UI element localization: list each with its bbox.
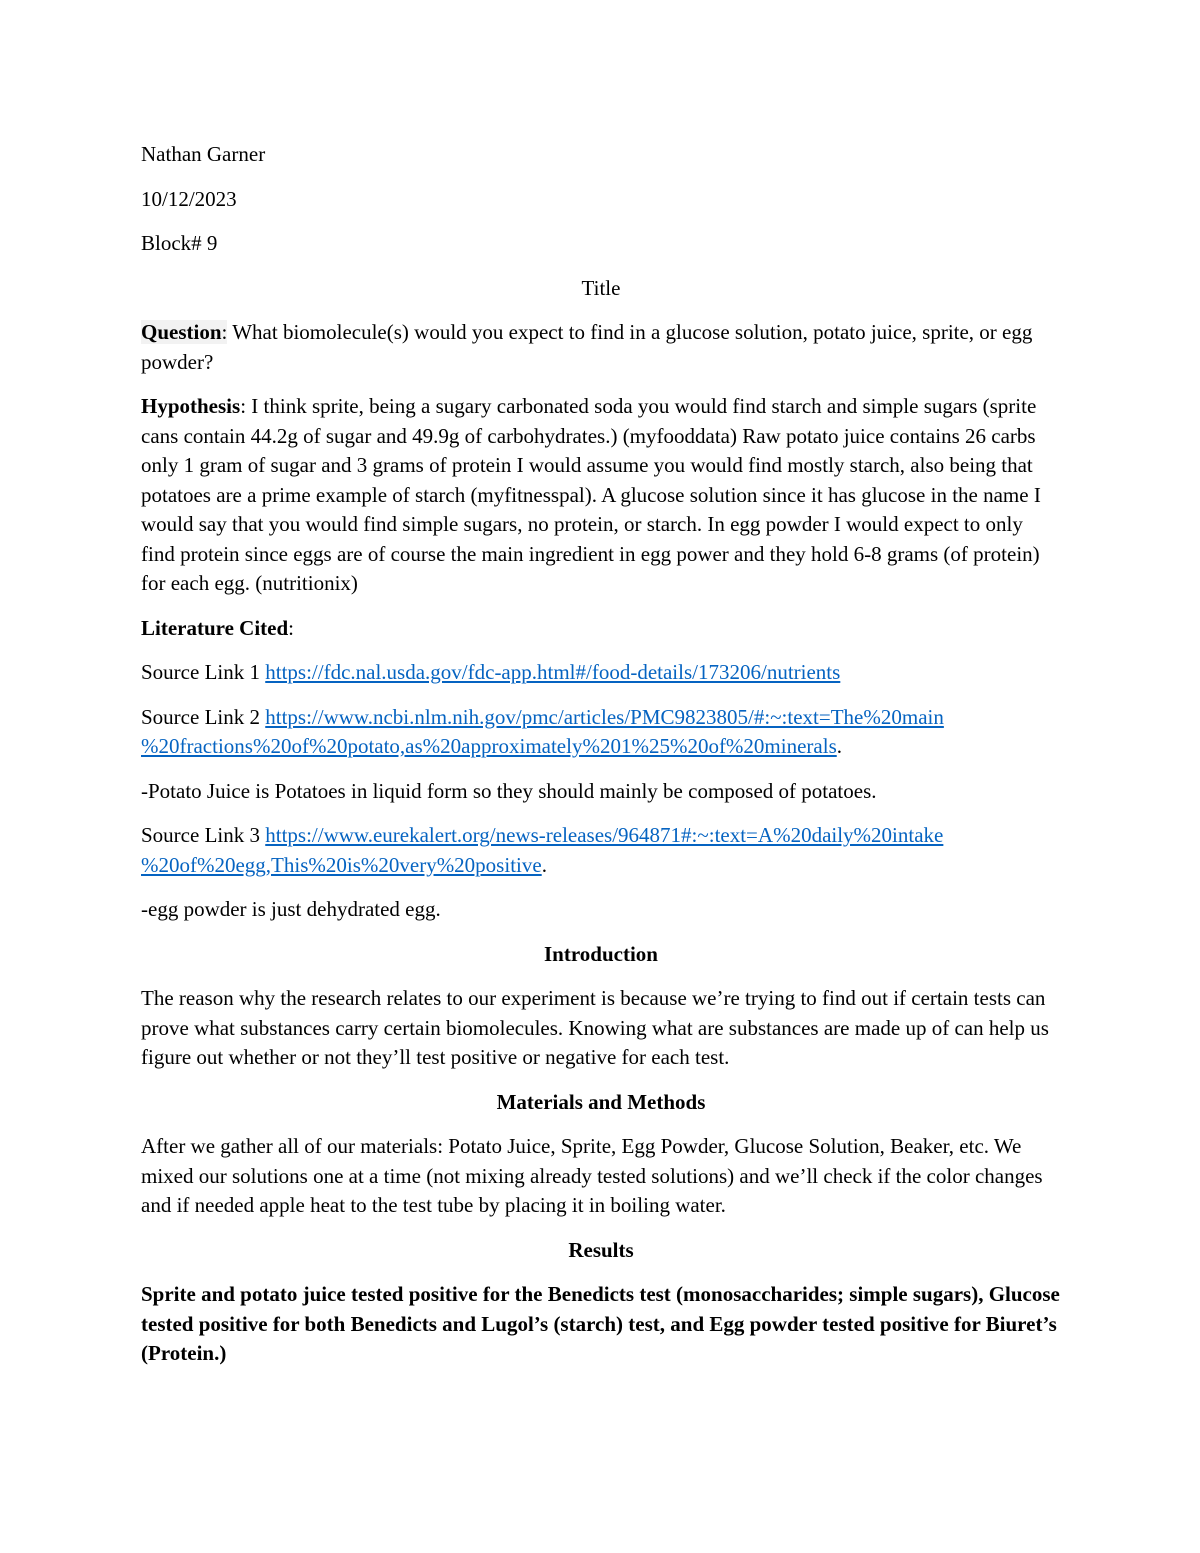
- question-text: What biomolecule(s) would you expect to find in a glucose solution, potato juice, sprite, or egg powder?: [141, 320, 1033, 374]
- question-label: Question: [141, 320, 222, 344]
- question-paragraph: [141, 318, 1061, 377]
- methods-heading: Materials and Methods: [496, 1089, 706, 1114]
- results-text: Sprite and potato juice tested positive for the Benedicts test (monosaccharides; simple sugars), Glucose tested positive for both Benedicts and Lugol’s (starch) test, and Egg powder tested positive for Biuret’s (Protein.): [141, 1282, 1060, 1365]
- egg-powder-note: -egg powder is just dehydrated egg.: [141, 897, 441, 921]
- source-link-1: [141, 658, 1061, 688]
- source-link-2-url-line-1: https://www.ncbi.nlm.nih.gov/pmc/articles/PMC9823805/#:~:text=The%20main: [265, 704, 944, 729]
- introduction-heading: Introduction: [544, 941, 658, 966]
- source-link-2-url-line-2: %20fractions%20of%20potato,as%20approximately%201%25%20of%20minerals: [141, 734, 837, 758]
- introduction-text: The reason why the research relates to our experiment is because we’re trying to find out if certain tests can prove what substances carry certain biomolecules. Knowing what are substances are made up of can help us figure out whether or not they’ll test positive or negative for each test.: [141, 986, 1049, 1069]
- literature-heading: [141, 614, 1061, 644]
- hypothesis-colon: :: [240, 394, 247, 418]
- source-link-2-period: .: [836, 734, 842, 758]
- source-link-1-url[interactable]: https://fdc.nal.usda.gov/fdc-app.html#/food-details/173206/nutrients: [265, 660, 841, 684]
- source-link-3-url-line-1: https://www.eurekalert.org/news-releases/964871#:~:text=A%20daily%20intake: [265, 823, 944, 847]
- hypothesis-paragraph: [141, 392, 1061, 599]
- block-number: Block# 9: [141, 231, 218, 255]
- author-name: Nathan Garner: [141, 142, 266, 166]
- question-colon: :: [221, 320, 228, 344]
- question-highlight: [141, 320, 227, 344]
- source-link-3-period: .: [541, 852, 547, 877]
- source-link-3: [141, 821, 1061, 880]
- hypothesis-text: I think sprite, being a sugary carbonated soda you would find starch and simple sugars (sprite cans contain 44.2g of sugar and 49.9g of carbohydrates.) (myfooddata) Raw potato juice contains 26 carbs only 1 gram of sugar and 3 grams of protein I would assume you would find mostly starch, also being that potatoes are a prime example of starch (myfitnesspal). A glucose solution since it has glucose in the name I would say that you would find simple sugars, no protein, or starch. In egg powder I would expect to only find protein since eggs are of course the main ingredient in egg power and they hold 6-8 grams (of protein) for each egg. (nutritionix): [141, 394, 1041, 595]
- results-heading: Results: [568, 1237, 634, 1262]
- source-link-3-label: Source Link 3: [141, 823, 266, 847]
- document-date: 10/12/2023: [141, 186, 237, 211]
- hypothesis-label: Hypothesis: [141, 394, 241, 418]
- source-link-2: [141, 703, 1061, 762]
- source-link-2-label: Source Link 2: [141, 704, 266, 729]
- source-link-1-label: Source Link 1: [141, 660, 266, 684]
- methods-text: After we gather all of our materials: Potato Juice, Sprite, Egg Powder, Glucose Solution, Beaker, etc. We mixed our solutions one at a time (not mixing already tested solutions) and we’ll check if the color changes and if needed apple heat to the test tube by placing it in boiling water.: [141, 1134, 1043, 1217]
- potato-juice-note: -Potato Juice is Potatoes in liquid form so they should mainly be composed of potatoes.: [141, 778, 877, 803]
- source-link-3-url-line-2: %20of%20egg,This%20is%20very%20positive: [141, 852, 542, 877]
- literature-colon: :: [288, 615, 294, 640]
- document-title: Title: [581, 275, 621, 300]
- literature-label: Literature Cited: [141, 615, 289, 640]
- document-page: [141, 140, 1061, 1384]
